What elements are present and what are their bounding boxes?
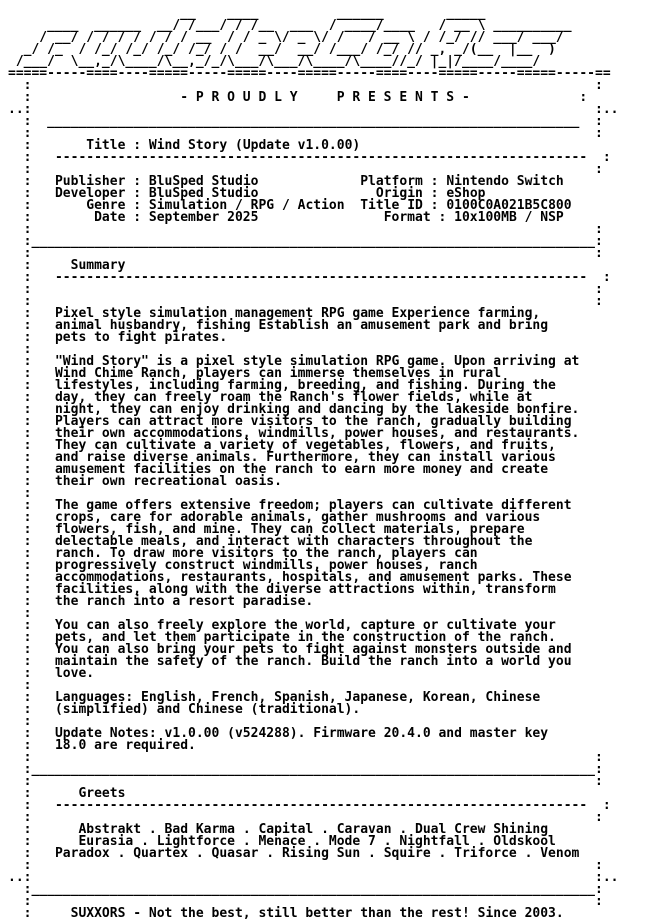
logo-line: __ ____ ______ _____	[8, 8, 595, 21]
border-line: : :	[8, 774, 603, 789]
info-row: : Genre : Simulation / RPG / Action Title ID : 0100C0A021B5C800	[8, 198, 572, 213]
divider: :________________________________________________________________________:	[8, 882, 603, 897]
summary-text: The game offers extensive freedom; players can cultivate different	[54, 498, 572, 513]
summary-line: :	[8, 486, 55, 501]
summary-text: pets, and let them participate in the construction of the ranch.	[54, 630, 556, 645]
summary-line: : Languages: English, French, Spanish, Japanese, Korean, Chinese	[8, 690, 541, 705]
summary-text: their own accommodations, windmills, power houses, and restaurants.	[54, 426, 580, 441]
summary-text: night, they can enjoy drinking and dancing by the lakeside bonfire.	[54, 402, 580, 417]
summary-text: facilities, along with the diverse attractions within, transform	[54, 582, 556, 597]
summary-text: Players can attract more visitors to the ranch, gradually building	[54, 414, 572, 429]
summary-text: ranch. To draw more visitors to the ranch, players can	[54, 546, 478, 561]
border-line: : :	[8, 858, 603, 873]
publisher-label: Publisher	[54, 174, 126, 189]
summary-line: : maintain the safety of the ranch. Build the ranch into a world you	[8, 654, 572, 669]
summary-line: : accommodations, restaurants, hospitals, and amusement parks. These	[8, 570, 572, 585]
summary-text: You can also freely explore the world, capture or cultivate your	[54, 618, 556, 633]
summary-line: : day, they can freely roam the Ranch's flower fields, while at	[8, 390, 533, 405]
summary-text: Pixel style simulation management RPG game Experience farming,	[54, 306, 541, 321]
publisher-value: BluSped Studio	[148, 174, 259, 189]
divider: : -------------------------------------------------------------------- :	[8, 270, 611, 285]
summary-text: delectable meals, and interact with characters throughout the	[54, 534, 533, 549]
platform-label: Platform	[360, 174, 423, 189]
summary-line: : "Wind Story" is a pixel style simulation RPG game. Upon arriving at	[8, 354, 580, 369]
summary-line: : The game offers extensive freedom; players can cultivate different	[8, 498, 572, 513]
summary-line: : love.	[8, 666, 95, 681]
summary-line: : pets, and let them participate in the construction of the ranch.	[8, 630, 556, 645]
divider: :________________________________________________________________________:	[8, 762, 603, 777]
summary-text: the ranch into a resort paradise.	[54, 594, 314, 609]
summary-line: : Wind Chime Ranch, players can immerse themselves in rural	[8, 366, 502, 381]
greets-line: : Paradox . Quartex . Quasar . Rising Sun . Squire . Triforce . Venom	[8, 846, 580, 861]
summary-text: day, they can freely roam the Ranch's flower fields, while at	[54, 390, 533, 405]
logo-line: =====-----====----=====-----=====----=====-----====----=====-----=====-----==	[8, 66, 611, 81]
summary-line: :	[8, 342, 55, 357]
border-line: : :	[8, 126, 603, 141]
summary-text: You can also bring your pets to fight against monsters outside and	[54, 642, 572, 657]
summary-line: :	[8, 606, 55, 621]
genre-value: Simulation / RPG / Action	[148, 198, 345, 213]
border-line: : :	[8, 282, 603, 297]
summary-line: : Pixel style simulation management RPG game Experience farming,	[8, 306, 541, 321]
summary-text: (simplified) and Chinese (traditional).	[54, 702, 361, 717]
summary-text: love.	[54, 666, 95, 681]
summary-text: and raise diverse animals. Furthermore, they can install various	[54, 450, 556, 465]
logo-line: /___/ \__,_/\____/\__,_/_/\___/\___/\____/\____//_/ |_|/____/____/	[8, 54, 549, 69]
summary-text: flowers, fish, and mine. They can collect materials, prepare	[54, 522, 525, 537]
summary-text: Languages: English, French, Spanish, Japanese, Korean, Chinese	[54, 690, 541, 705]
border-line: ..: :..	[8, 870, 619, 885]
border-line: : :	[8, 810, 603, 825]
greets-heading-line: : Greets	[8, 786, 126, 801]
release-title: Wind Story (Update v1.0.00)	[148, 138, 361, 153]
info-row: : Developer : BluSped Studio Origin : eShop	[8, 186, 486, 201]
summary-text: "Wind Story" is a pixel style simulation RPG game. Upon arriving at	[54, 354, 580, 369]
titleid-value: 0100C0A021B5C800	[446, 198, 572, 213]
date-label: Date	[94, 210, 126, 225]
divider: : -------------------------------------------------------------------- :	[8, 798, 611, 813]
presents-text: - P R O U D L Y P R E S E N T S -	[180, 90, 470, 105]
summary-line: : pets to fight pirates.	[8, 330, 228, 345]
presents-line: : - P R O U D L Y P R E S E N T S - :	[8, 90, 588, 105]
border-line: : :	[8, 162, 603, 177]
summary-line: : You can also bring your pets to fight against monsters outside and	[8, 642, 572, 657]
ascii-logo	[8, 8, 640, 80]
summary-line: : night, they can enjoy drinking and dancing by the lakeside bonfire.	[8, 402, 580, 417]
summary-line: : ranch. To draw more visitors to the ranch, players can	[8, 546, 478, 561]
summary-line: : They can cultivate a variety of vegetables, flowers, and fruits,	[8, 438, 556, 453]
developer-label: Developer	[54, 186, 126, 201]
logo-line: _/ /_ / /_/ /_/ /_/ /_/ / / __/ __/ /___/ /_/ // _, _/(__ |__ )	[8, 42, 588, 57]
greets-line: : Abstrakt . Bad Karma . Capital . Caravan . Dual Crew Shining	[8, 822, 549, 837]
info-row: : Date : September 2025 Format : 10x100MB / NSP	[8, 210, 564, 225]
divider: :________________________________________________________________________:	[8, 234, 603, 249]
divider: : -------------------------------------------------------------------- :	[8, 150, 611, 165]
summary-line: : crops, care for adorable animals, gather mushrooms and various	[8, 510, 541, 525]
summary-text: lifestyles, including farming, breeding, and fishing. During the	[54, 378, 556, 393]
greets-heading: Greets	[78, 786, 126, 801]
origin-value: eShop	[446, 186, 486, 201]
divider: : ____________________________________________________________________ :	[8, 114, 603, 129]
genre-label: Genre	[86, 198, 126, 213]
summary-text: accommodations, restaurants, hospitals, and amusement parks. These	[54, 570, 572, 585]
summary-line: : the ranch into a resort paradise.	[8, 594, 314, 609]
nfo-document	[8, 8, 640, 924]
summary-line: : Players can attract more visitors to the ranch, gradually building	[8, 414, 572, 429]
border-line: ..: :..	[8, 102, 619, 117]
summary-text: their own recreational oasis.	[54, 474, 282, 489]
summary-line: : You can also freely explore the world, capture or cultivate your	[8, 618, 556, 633]
summary-line: : their own accommodations, windmills, power houses, and restaurants.	[8, 426, 580, 441]
titleid-label: Title ID	[360, 198, 423, 213]
greets-row: Eurasia . Lightforce . Menace . Mode 7 . Nightfall . Oldskool	[78, 834, 556, 849]
summary-line: : lifestyles, including farming, breeding, and fishing. During the	[8, 378, 556, 393]
title-label: Title	[86, 138, 126, 153]
summary-heading: Summary	[70, 258, 126, 273]
summary-line: : animal husbandry, fishing Establish an amusement park and bring	[8, 318, 549, 333]
format-label: Format	[383, 210, 431, 225]
origin-label: Origin	[375, 186, 423, 201]
summary-text: Wind Chime Ranch, players can immerse themselves in rural	[54, 366, 502, 381]
summary-text: crops, care for adorable animals, gather mushrooms and various	[54, 510, 541, 525]
summary-line: : flowers, fish, and mine. They can collect materials, prepare	[8, 522, 525, 537]
summary-text: animal husbandry, fishing Establish an amusement park and bring	[54, 318, 549, 333]
summary-heading-line: : Summary	[8, 258, 126, 273]
summary-text: pets to fight pirates.	[54, 330, 228, 345]
footer-line: : SUXXORS - Not the best, still better than the rest! Since 2003.	[8, 906, 564, 921]
border-line: : :	[8, 294, 603, 309]
format-value: 10x100MB / NSP	[454, 210, 564, 225]
summary-line: : progressively construct windmills, power houses, ranch	[8, 558, 478, 573]
border-line: : :	[8, 246, 603, 261]
logo-line: ____ ______ __/ /___/ / /__ ___ / ____/____ / __ \ __________	[8, 18, 588, 33]
summary-text: Update Notes: v1.0.00 (v524288). Firmware 20.4.0 and master key	[54, 726, 549, 741]
greets-row: Abstrakt . Bad Karma . Capital . Caravan . Dual Crew Shining	[78, 822, 549, 837]
footer-text: SUXXORS - Not the best, still better than the rest! Since 2003.	[70, 906, 564, 921]
platform-value: Nintendo Switch	[446, 174, 564, 189]
developer-value: BluSped Studio	[148, 186, 259, 201]
greets-line: : Eurasia . Lightforce . Menace . Mode 7 . Nightfall . Oldskool	[8, 834, 556, 849]
summary-text: amusement facilities on the ranch to earn more money and create	[54, 462, 549, 477]
summary-text: progressively construct windmills, power houses, ranch	[54, 558, 478, 573]
border-line: : :	[8, 78, 603, 93]
greets-row: Paradox . Quartex . Quasar . Rising Sun . Squire . Triforce . Venom	[54, 846, 580, 861]
title-line: : Title : Wind Story (Update v1.0.00)	[8, 138, 361, 153]
border-line: : :	[8, 894, 603, 909]
border-line: : :	[8, 750, 603, 765]
summary-line: : delectable meals, and interact with characters throughout the	[8, 534, 533, 549]
summary-line: :	[8, 714, 55, 729]
summary-text: 18.0 are required.	[54, 738, 196, 753]
summary-line: :	[8, 678, 55, 693]
summary-line: : their own recreational oasis.	[8, 474, 282, 489]
logo-line: / __/ / / / / / / / __ / / _ \/ _ \/ / / __ \ / /_/ // ___/ ___/	[8, 30, 580, 45]
info-row: : Publisher : BluSped Studio Platform : Nintendo Switch	[8, 174, 564, 189]
date-value: September 2025	[148, 210, 259, 225]
summary-body	[8, 308, 640, 752]
summary-line: : amusement facilities on the ranch to earn more money and create	[8, 462, 549, 477]
border-line: : :	[8, 222, 603, 237]
summary-line: : and raise diverse animals. Furthermore, they can install various	[8, 450, 556, 465]
summary-line: : (simplified) and Chinese (traditional).	[8, 702, 361, 717]
summary-line: : 18.0 are required.	[8, 738, 196, 753]
summary-text: maintain the safety of the ranch. Build the ranch into a world you	[54, 654, 572, 669]
summary-text: They can cultivate a variety of vegetables, flowers, and fruits,	[54, 438, 556, 453]
summary-line: : Update Notes: v1.0.00 (v524288). Firmware 20.4.0 and master key	[8, 726, 549, 741]
summary-line: : facilities, along with the diverse attractions within, transform	[8, 582, 556, 597]
